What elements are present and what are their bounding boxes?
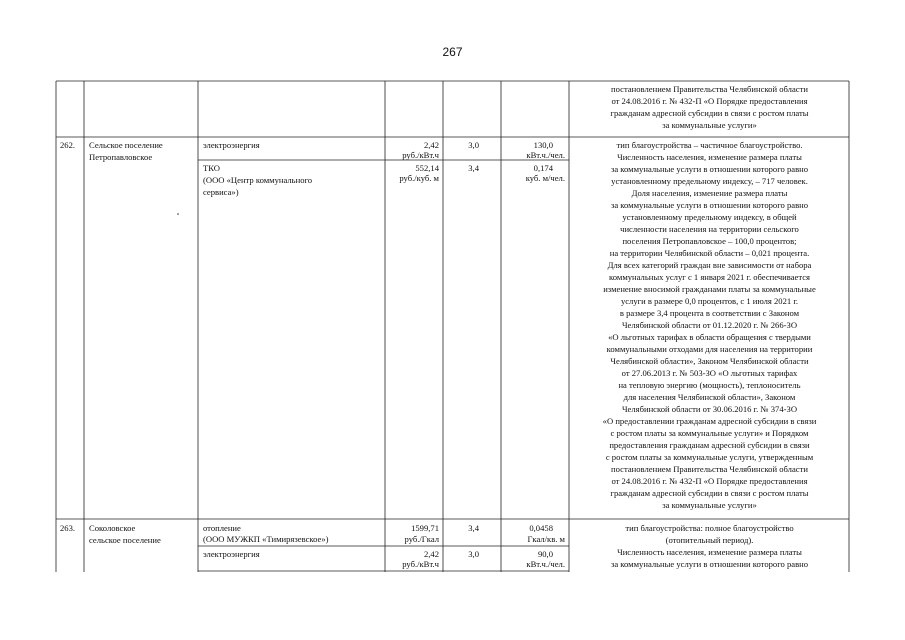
note-line: за коммунальные услуги» xyxy=(662,120,757,130)
service-name: электроэнергия xyxy=(203,549,260,559)
note-line: от 24.08.2016 г. № 432-П «О Порядке предоставления xyxy=(611,476,808,486)
note-line: предоставления гражданам адресной субсидии в связи xyxy=(609,440,810,450)
note-line: Челябинской области», Законом Челябинской области xyxy=(610,356,809,366)
index-value: 3,0 xyxy=(468,549,479,559)
row-number: 262. xyxy=(60,140,76,150)
service-name: (ООО МУЖКП «Тимирязевское») xyxy=(203,534,329,544)
note-line: с ростом платы за коммунальные услуги, утвержденным xyxy=(605,452,814,462)
service-name: сервиса») xyxy=(203,187,239,197)
note-line: для населения Челябинской области», Законом xyxy=(623,392,796,402)
settlement-name: Петропавловское xyxy=(89,152,153,162)
tariff-value: 552,14 xyxy=(415,163,439,173)
tariff-unit: руб./кВт.ч xyxy=(402,150,439,160)
settlement-name: Сельское поселение xyxy=(89,140,163,150)
index-value: 3,4 xyxy=(468,523,479,533)
index-value: 3,4 xyxy=(468,163,479,173)
note-line: поселения Петропавловское – 100,0 процентов; xyxy=(622,236,797,246)
note-line: постановлением Правительства Челябинской области xyxy=(611,464,808,474)
norm-value: 0,174 xyxy=(533,163,553,173)
note-line: за коммунальные услуги в отношении которого равно xyxy=(610,559,809,569)
note-line: в размере 3,4 процента в соответствии с Законом xyxy=(619,308,800,318)
note-line: с ростом платы за коммунальные услуги» и Порядком xyxy=(610,428,809,438)
note-line: установленному предельному индексу, – 717 человек. xyxy=(611,176,808,186)
service-name: электроэнергия xyxy=(203,140,260,150)
note-line: численности населения на территории сельского xyxy=(620,224,799,234)
tariff-unit: руб./кВт.ч xyxy=(402,559,439,569)
page-number: 267 xyxy=(442,45,463,59)
note-line: на территории Челябинской области – 0,021 процента. xyxy=(609,248,810,258)
settlement-name: сельское поселение xyxy=(89,535,161,545)
note-line: от 27.06.2013 г. № 503-ЗО «О льготных тарифах xyxy=(621,368,798,378)
norm-value: 130,0 xyxy=(533,140,553,150)
service-name: ТКО xyxy=(203,163,220,173)
row-number: 263. xyxy=(60,523,76,533)
note-line: установленному предельному индексу, в общей xyxy=(622,212,797,222)
note-line: гражданам адресной субсидии в связи с ростом платы xyxy=(610,488,809,498)
note-line: коммунальных услуг с 1 января 2021 г. обеспечивается xyxy=(609,272,810,282)
norm-unit: кВт.ч./чел. xyxy=(526,150,565,160)
note-line: «О предоставлении гражданам адресной субсидии в связи xyxy=(602,416,817,426)
note-line: изменение вносимой гражданами платы за коммунальные xyxy=(603,284,816,294)
service-name: отопление xyxy=(203,523,241,533)
note-line: Численность населения, изменение размера платы xyxy=(617,547,802,557)
note-line: (отопительный период). xyxy=(665,535,754,545)
note-line: тип благоустройства – частичное благоустройство. xyxy=(616,140,803,150)
note-line: услуги в размере 0,0 процентов, с 1 июля 2021 г. xyxy=(620,296,799,306)
note-line: Челябинской области от 30.06.2016 г. № 374-ЗО xyxy=(621,404,798,414)
note-line: Челябинской области от 01.12.2020 г. № 266-ЗО xyxy=(621,320,798,330)
note-line: «О льготных тарифах в области обращения с твердыми xyxy=(608,332,811,342)
tariff-value: 2,42 xyxy=(423,140,439,150)
note-line: постановлением Правительства Челябинской области xyxy=(611,84,808,94)
settlement-name: Соколовское xyxy=(89,523,136,533)
note-line: Для всех категорий граждан вне зависимости от набора xyxy=(607,260,812,270)
note-line: тип благоустройства: полное благоустройство xyxy=(625,523,794,533)
tariff-unit: руб./куб. м xyxy=(399,173,439,183)
norm-unit: Гкал/кв. м xyxy=(527,534,565,544)
note-line: гражданам адресной субсидии в связи с ростом платы xyxy=(610,108,809,118)
note-line: за коммунальные услуги в отношении которого равно xyxy=(610,200,809,210)
note-line: на тепловую энергию (мощность), теплоноситель xyxy=(618,380,801,390)
service-name: (ООО «Центр коммунального xyxy=(203,175,313,185)
note-line: Доля населения, изменение размера платы xyxy=(631,188,788,198)
note-line: за коммунальные услуги» xyxy=(662,500,757,510)
note-line: коммунальными отходами для населения на территории xyxy=(606,344,813,354)
note-line: от 24.08.2016 г. № 432-П «О Порядке предоставления xyxy=(611,96,808,106)
norm-value: 90,0 xyxy=(537,549,553,559)
norm-value: 0,0458 xyxy=(529,523,553,533)
tariff-value: 2,42 xyxy=(423,549,439,559)
note-line: Численность населения, изменение размера платы xyxy=(617,152,802,162)
note-line: за коммунальные услуги в отношении которого равно xyxy=(610,164,809,174)
norm-unit: куб. м/чел. xyxy=(525,173,565,183)
index-value: 3,0 xyxy=(468,140,479,150)
norm-unit: кВт.ч./чел. xyxy=(526,559,565,569)
tariff-unit: руб./Гкал xyxy=(404,534,439,544)
tariff-value: 1599,71 xyxy=(411,523,439,533)
